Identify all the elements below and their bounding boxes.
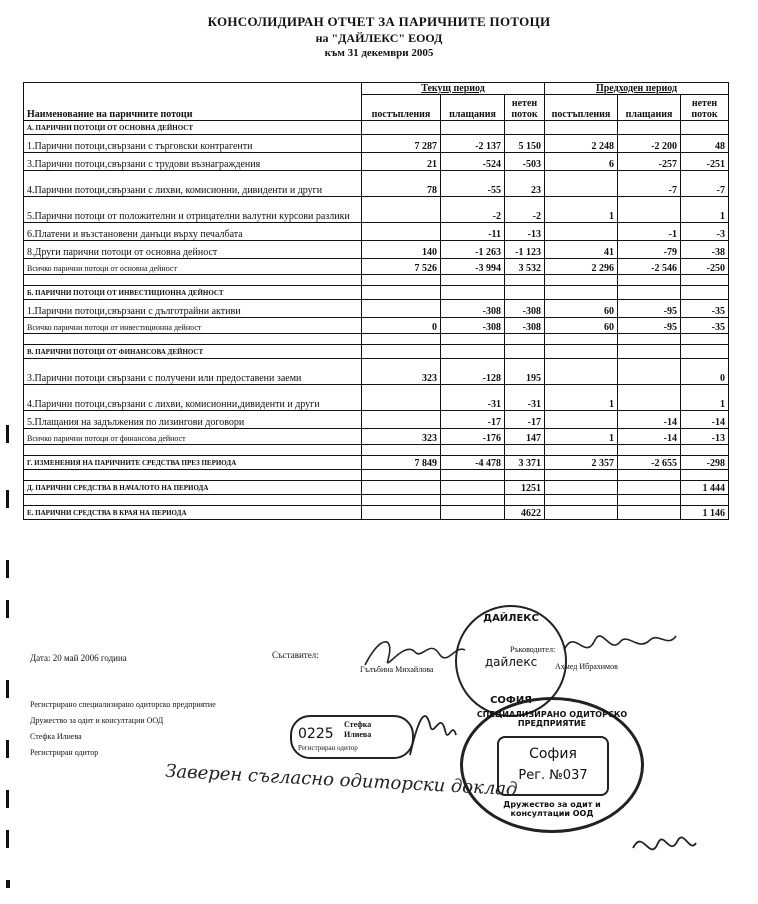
previous-in-cell: 1: [545, 429, 618, 445]
current-out-cell: [441, 506, 505, 520]
row-label: 5.Парични потоци от положителни и отрицателни валутни курсови разлики: [24, 197, 362, 223]
current-out-cell: -17: [441, 411, 505, 429]
previous-in-cell: 2 357: [545, 456, 618, 470]
current-in-cell: [362, 495, 441, 506]
audit-firm-inner-box: [497, 736, 609, 796]
current-out-cell: -2: [441, 197, 505, 223]
table-row: [24, 359, 729, 385]
current-net-cell: -308: [505, 318, 545, 334]
previous-out-cell: -14: [618, 411, 681, 429]
current-net-cell: -31: [505, 385, 545, 411]
total-row: [24, 318, 729, 334]
current-in-cell: [362, 345, 441, 359]
report-company: на "ДАЙЛЕКС" ЕООД: [315, 31, 443, 45]
previous-net-cell: -14: [681, 411, 729, 429]
current-net-cell: 147: [505, 429, 545, 445]
current-net-cell: 3 371: [505, 456, 545, 470]
row-label: 6.Платени и възстановени данъци върху печалбата: [24, 223, 362, 241]
row-label: 5.Плащания на задължения по лизингови договори: [24, 411, 362, 429]
previous-in-cell: [545, 121, 618, 135]
previous-out-cell: [618, 197, 681, 223]
previous-net-header: нетен поток: [681, 95, 729, 121]
previous-in-cell: 6: [545, 153, 618, 171]
previous-net-cell: [681, 495, 729, 506]
previous-net-cell: [681, 286, 729, 300]
preparer-signature: [360, 630, 470, 675]
audit-firm-stamp: [460, 697, 644, 833]
table-row: [24, 153, 729, 171]
audit-firm-ring-text: СПЕЦИАЛИЗИРАНО ОДИТОРСКО ПРЕДПРИЯТИЕ: [476, 710, 628, 728]
cash-flow-table: [23, 82, 729, 520]
previous-net-cell: -250: [681, 259, 729, 275]
current-out-cell: [441, 275, 505, 286]
previous-out-cell: [618, 445, 681, 456]
current-net-cell: -13: [505, 223, 545, 241]
previous-net-cell: [681, 470, 729, 481]
current-in-header: постъпления: [362, 95, 441, 121]
row-label: [24, 275, 362, 286]
previous-out-cell: -14: [618, 429, 681, 445]
row-label: Е. ПАРИЧНИ СРЕДСТВА В КРАЯ НА ПЕРИОДА: [24, 506, 362, 520]
current-out-cell: [441, 445, 505, 456]
current-out-cell: -4 478: [441, 456, 505, 470]
current-out-cell: -11: [441, 223, 505, 241]
row-label: А. ПАРИЧНИ ПОТОЦИ ОТ ОСНОВНА ДЕЙНОСТ: [24, 121, 362, 135]
table-row: [24, 385, 729, 411]
previous-out-cell: -2 655: [618, 456, 681, 470]
current-in-cell: 78: [362, 171, 441, 197]
row-label: В. ПАРИЧНИ ПОТОЦИ ОТ ФИНАНСОВА ДЕЙНОСТ: [24, 345, 362, 359]
report-title: КОНСОЛИДИРАН ОТЧЕТ ЗА ПАРИЧНИТЕ ПОТОЦИ: [207, 14, 551, 29]
spacer-row: [24, 445, 729, 456]
previous-in-cell: 60: [545, 300, 618, 318]
previous-net-cell: 48: [681, 135, 729, 153]
previous-net-cell: 1 444: [681, 481, 729, 495]
previous-in-cell: 60: [545, 318, 618, 334]
previous-out-cell: -2 200: [618, 135, 681, 153]
previous-in-cell: [545, 171, 618, 197]
previous-in-cell: [545, 481, 618, 495]
previous-out-cell: [618, 495, 681, 506]
current-net-cell: [505, 495, 545, 506]
bottom-signature: [628, 818, 698, 868]
previous-net-cell: -13: [681, 429, 729, 445]
previous-period-header: Предходен период: [545, 83, 729, 95]
current-in-cell: 7 526: [362, 259, 441, 275]
current-in-cell: [362, 286, 441, 300]
previous-net-cell: 1 146: [681, 506, 729, 520]
current-net-cell: -2: [505, 197, 545, 223]
scan-mark: [6, 600, 9, 618]
preparer-name: Гълъбина Михайлова: [360, 665, 434, 674]
current-out-cell: -3 994: [441, 259, 505, 275]
previous-net-cell: -35: [681, 318, 729, 334]
total-row: [24, 259, 729, 275]
current-net-cell: 5 150: [505, 135, 545, 153]
section-row: [24, 456, 729, 470]
previous-in-cell: [545, 334, 618, 345]
previous-out-cell: [618, 359, 681, 385]
previous-out-cell: -257: [618, 153, 681, 171]
row-label: Всичко парични потоци от инвестиционна дейност: [24, 318, 362, 334]
current-in-cell: [362, 197, 441, 223]
current-out-cell: [441, 286, 505, 300]
auditor-line-1: Регистрирано специализирано одиторско предприятие: [30, 700, 216, 709]
current-in-cell: 323: [362, 359, 441, 385]
audit-firm-city: София: [529, 746, 577, 762]
row-label: Всичко парични потоци от финансова дейност: [24, 429, 362, 445]
current-in-cell: [362, 506, 441, 520]
current-in-cell: [362, 334, 441, 345]
row-label: 3.Парични потоци,свързани с трудови възнаграждения: [24, 153, 362, 171]
current-in-cell: 7 849: [362, 456, 441, 470]
spacer-row: [24, 470, 729, 481]
previous-net-cell: [681, 334, 729, 345]
previous-out-cell: [618, 286, 681, 300]
current-out-cell: -308: [441, 318, 505, 334]
current-period-header: Текущ период: [362, 83, 545, 95]
auditor-stamp-name-2: Илиева: [344, 730, 372, 739]
previous-net-cell: -35: [681, 300, 729, 318]
previous-in-cell: [545, 470, 618, 481]
previous-out-cell: [618, 385, 681, 411]
report-signing-date: Дата: 20 май 2006 година: [30, 653, 127, 663]
previous-in-cell: 2 248: [545, 135, 618, 153]
previous-out-cell: -7: [618, 171, 681, 197]
current-net-cell: 4622: [505, 506, 545, 520]
row-label: [24, 334, 362, 345]
current-out-cell: -308: [441, 300, 505, 318]
row-label: 8.Други парични потоци от основна дейност: [24, 241, 362, 259]
table-row: [24, 223, 729, 241]
current-out-cell: -2 137: [441, 135, 505, 153]
table-row: [24, 241, 729, 259]
previous-net-cell: [681, 445, 729, 456]
row-label: Б. ПАРИЧНИ ПОТОЦИ ОТ ИНВЕСТИЦИОННА ДЕЙНОСТ: [24, 286, 362, 300]
current-net-cell: [505, 275, 545, 286]
current-in-cell: [362, 445, 441, 456]
row-label: 1.Парични потоци,свързани с търговски контрагенти: [24, 135, 362, 153]
current-net-cell: [505, 286, 545, 300]
previous-in-cell: [545, 275, 618, 286]
scan-mark: [6, 830, 9, 848]
current-in-cell: [362, 385, 441, 411]
previous-net-cell: -298: [681, 456, 729, 470]
current-in-cell: 323: [362, 429, 441, 445]
handwritten-certification: Заверен съгласно одиторски доклад: [164, 760, 519, 801]
row-label: Г. ИЗМЕНЕНИЯ НА ПАРИЧНИТЕ СРЕДСТВА ПРЕЗ ПЕРИОДА: [24, 456, 362, 470]
current-net-cell: 1251: [505, 481, 545, 495]
previous-out-cell: -95: [618, 318, 681, 334]
table-row: [24, 300, 729, 318]
previous-net-cell: -38: [681, 241, 729, 259]
current-in-cell: [362, 481, 441, 495]
current-out-cell: -524: [441, 153, 505, 171]
previous-out-cell: [618, 506, 681, 520]
previous-in-cell: 1: [545, 197, 618, 223]
manager-name: Ахмед Ибрахимов: [555, 662, 618, 671]
previous-out-cell: -79: [618, 241, 681, 259]
previous-out-cell: [618, 345, 681, 359]
current-net-cell: -17: [505, 411, 545, 429]
previous-in-cell: [545, 286, 618, 300]
current-out-cell: [441, 495, 505, 506]
company-stamp-top-text: ДАЙЛЕКС: [483, 613, 539, 624]
scan-mark: [6, 790, 9, 808]
section-row: [24, 345, 729, 359]
current-out-cell: -176: [441, 429, 505, 445]
section-row: [24, 286, 729, 300]
audit-firm-reg: Рег. №037: [518, 768, 588, 783]
previous-in-cell: [545, 359, 618, 385]
auditor-stamp-name-1: Стефка: [344, 720, 372, 729]
previous-in-cell: [545, 506, 618, 520]
previous-net-cell: -251: [681, 153, 729, 171]
previous-out-cell: -95: [618, 300, 681, 318]
current-net-cell: 23: [505, 171, 545, 197]
row-label: 4.Парични потоци,свързани с лихви, комисионни,дивиденти и други: [24, 385, 362, 411]
current-in-cell: [362, 121, 441, 135]
table-row: [24, 411, 729, 429]
scan-mark: [6, 560, 9, 578]
previous-in-cell: 2 296: [545, 259, 618, 275]
row-label: Д. ПАРИЧНИ СРЕДСТВА В НАЧАЛОТО НА ПЕРИОДА: [24, 481, 362, 495]
previous-net-cell: [681, 345, 729, 359]
previous-net-cell: 1: [681, 385, 729, 411]
row-label: [24, 445, 362, 456]
scan-mark: [6, 490, 9, 508]
auditor-rect-stamp: [290, 715, 414, 759]
current-out-cell: [441, 481, 505, 495]
current-net-cell: 3 532: [505, 259, 545, 275]
auditor-stamp-title: Регистриран одитор: [298, 744, 358, 752]
previous-out-cell: [618, 275, 681, 286]
manager-label: Ръководител:: [510, 645, 556, 654]
total-row: [24, 429, 729, 445]
scan-mark: [6, 425, 9, 443]
previous-out-cell: [618, 334, 681, 345]
scan-mark: [6, 880, 10, 888]
previous-out-cell: [618, 481, 681, 495]
table-row: [24, 197, 729, 223]
company-stamp-bottom-text: СОФИЯ: [490, 695, 532, 706]
current-in-cell: [362, 275, 441, 286]
preparer-label: Съставител:: [272, 650, 319, 660]
current-net-cell: [505, 345, 545, 359]
row-label: Всичко парични потоци от основна дейност: [24, 259, 362, 275]
row-label: [24, 470, 362, 481]
spacer-row: [24, 334, 729, 345]
previous-in-cell: 1: [545, 385, 618, 411]
previous-out-cell: [618, 121, 681, 135]
previous-in-cell: [545, 223, 618, 241]
current-net-cell: [505, 121, 545, 135]
previous-in-cell: [545, 495, 618, 506]
section-row: [24, 506, 729, 520]
row-label: 1.Парични потоци,свързани с дълготрайни активи: [24, 300, 362, 318]
current-in-cell: 7 287: [362, 135, 441, 153]
previous-out-cell: -1: [618, 223, 681, 241]
current-in-cell: 21: [362, 153, 441, 171]
current-out-cell: -55: [441, 171, 505, 197]
current-in-cell: [362, 223, 441, 241]
current-in-cell: [362, 300, 441, 318]
scan-mark: [6, 680, 9, 698]
company-stamp-middle-text: дайлекс: [484, 655, 538, 669]
previous-in-header: постъпления: [545, 95, 618, 121]
previous-out-header: плащания: [618, 95, 681, 121]
auditor-line-3: Стефка Илиева: [30, 732, 82, 741]
table-row: [24, 135, 729, 153]
current-out-cell: [441, 345, 505, 359]
audit-firm-ring-bottom: Дружество за одит и консултации ООД: [503, 800, 601, 818]
previous-net-cell: 0: [681, 359, 729, 385]
previous-in-cell: 41: [545, 241, 618, 259]
current-out-cell: [441, 121, 505, 135]
scan-mark: [6, 740, 9, 758]
previous-out-cell: [618, 470, 681, 481]
table-row: [24, 171, 729, 197]
current-in-cell: 0: [362, 318, 441, 334]
previous-in-cell: [545, 411, 618, 429]
section-row: [24, 481, 729, 495]
auditor-reg-number: 0225: [298, 726, 334, 742]
previous-net-cell: -3: [681, 223, 729, 241]
previous-in-cell: [545, 345, 618, 359]
current-in-cell: 140: [362, 241, 441, 259]
section-row: [24, 121, 729, 135]
spacer-row: [24, 495, 729, 506]
current-in-cell: [362, 411, 441, 429]
current-net-cell: [505, 445, 545, 456]
current-out-cell: -1 263: [441, 241, 505, 259]
current-net-cell: -308: [505, 300, 545, 318]
report-date: към 31 декември 2005: [324, 47, 434, 59]
current-in-cell: [362, 470, 441, 481]
current-out-cell: -31: [441, 385, 505, 411]
manager-signature: [560, 622, 680, 662]
row-label: [24, 495, 362, 506]
current-net-header: нетен поток: [505, 95, 545, 121]
auditor-line-2: Дружество за одит и консултации ООД: [30, 716, 164, 725]
current-net-cell: [505, 334, 545, 345]
header-row-groups: [24, 83, 729, 95]
current-out-cell: -128: [441, 359, 505, 385]
row-label: 4.Парични потоци,свързани с лихви, комисионни, дивиденти и други: [24, 171, 362, 197]
current-net-cell: [505, 470, 545, 481]
auditor-line-4: Регистриран одитор: [30, 748, 99, 757]
spacer-row: [24, 275, 729, 286]
previous-net-cell: [681, 121, 729, 135]
previous-out-cell: -2 546: [618, 259, 681, 275]
current-net-cell: 195: [505, 359, 545, 385]
current-out-header: плащания: [441, 95, 505, 121]
row-label: 3.Парични потоци свързани с получени или предоставени заеми: [24, 359, 362, 385]
current-out-cell: [441, 470, 505, 481]
previous-net-cell: 1: [681, 197, 729, 223]
current-net-cell: -1 123: [505, 241, 545, 259]
previous-net-cell: [681, 275, 729, 286]
current-net-cell: -503: [505, 153, 545, 171]
column-name-header: Наименование на паричните потоци: [24, 83, 362, 121]
current-out-cell: [441, 334, 505, 345]
previous-in-cell: [545, 445, 618, 456]
previous-net-cell: -7: [681, 171, 729, 197]
